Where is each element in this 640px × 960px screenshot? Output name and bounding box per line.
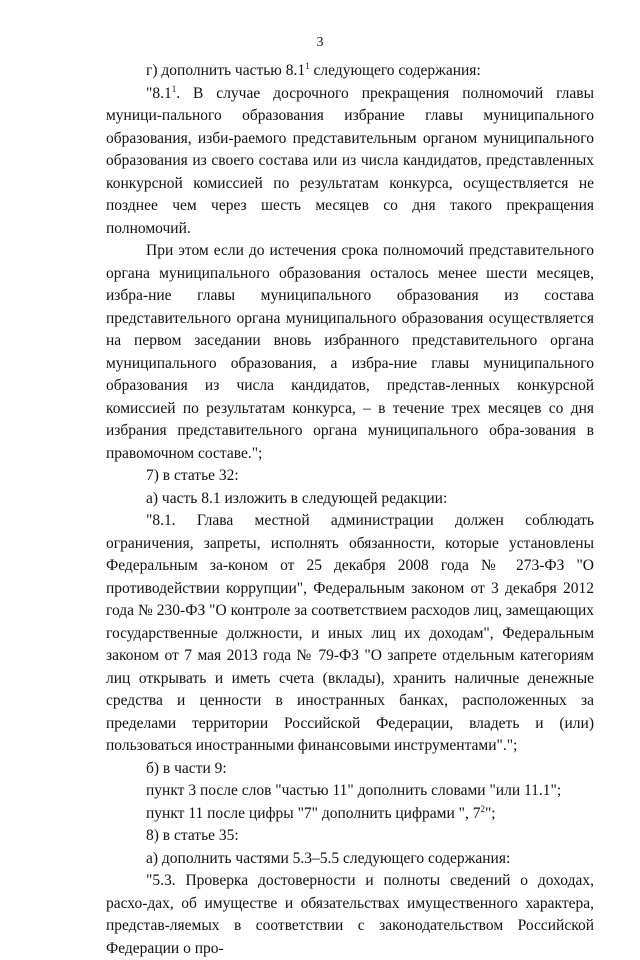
paragraph: "5.3. Проверка достоверности и полноты сведений о доходах, расхо-дах, об имуществе и обязательствах имущественного характера, представ-ляемых в соответствии с законодательством Российской Федерации о про- xyxy=(106,872,594,957)
paragraph: б) в части 9: xyxy=(146,759,227,777)
paragraph: "$8.1^1$. В случае досрочного прекращения полномочий главы муници-пального образования избрание главы муниципального образования, изби-раемого представительным органом муниципального образования из своего состава или из числа кандидатов, представленных конкурсной комиссией по результатам конкурса, осуществляется не позднее чем через шесть месяцев со дня такого прекращения полномочий. xyxy=(106,83,594,237)
paragraph: а) часть 8.1 изложить в следующей редакции: xyxy=(146,489,448,507)
page-number: 3 xyxy=(316,35,324,50)
paragraph: г) дополнить частью $8.1^1$ следующего содержания: xyxy=(146,61,481,79)
paragraph: 7) в статье 32: xyxy=(146,467,239,484)
paragraph: "8.1. Глава местной администрации должен соблюдать ограничения, запреты, исполнять обязанности, которые установлены Федеральным за-коном от 25 декабря 2008 года № 273-ФЗ "О противодействии коррупции", Федеральным законом от 3 декабря 2012 года № 230-ФЗ "О контроле за соответствием расходов лиц, замещающих государственные должности, и иных лиц их доходам", Федеральным законом от 7 мая 2013 года № 79-ФЗ "О запрете отдельным категориям лиц открывать и иметь счета (вклады), хранить наличные денежные средства и ценности в иностранных банках, расположенных за пределами территории Российской Федерации, владеть и (или) пользоваться иностранными финансовыми инструментами"."; xyxy=(106,512,594,754)
paragraph: а) дополнить частями 5.3–5.5 следующего содержания: xyxy=(146,849,511,867)
paragraph: пункт 11 после цифры "7" дополнить цифрами ", $7^2$"; xyxy=(146,803,496,822)
document-body xyxy=(106,60,594,960)
paragraph: При этом если до истечения срока полномочий представительного органа муниципального образования осталось менее шести месяцев, избра-ние главы муниципального образования из состава представительного органа муниципального образования осуществляется на первом заседании вновь избранного представительного органа муниципального образования, а избра-ние главы муниципального образования из числа кандидатов, представ-ленных конкурсной комиссией по результатам конкурса, – в течение трех месяцев со дня избрания представительного органа муниципального обра-зования в правомочном составе."; xyxy=(106,242,594,462)
paragraph: пункт 3 после слов "частью 11" дополнить словами "или 11.1"; xyxy=(146,782,562,799)
paragraph: 8) в статье 35: xyxy=(146,827,239,844)
